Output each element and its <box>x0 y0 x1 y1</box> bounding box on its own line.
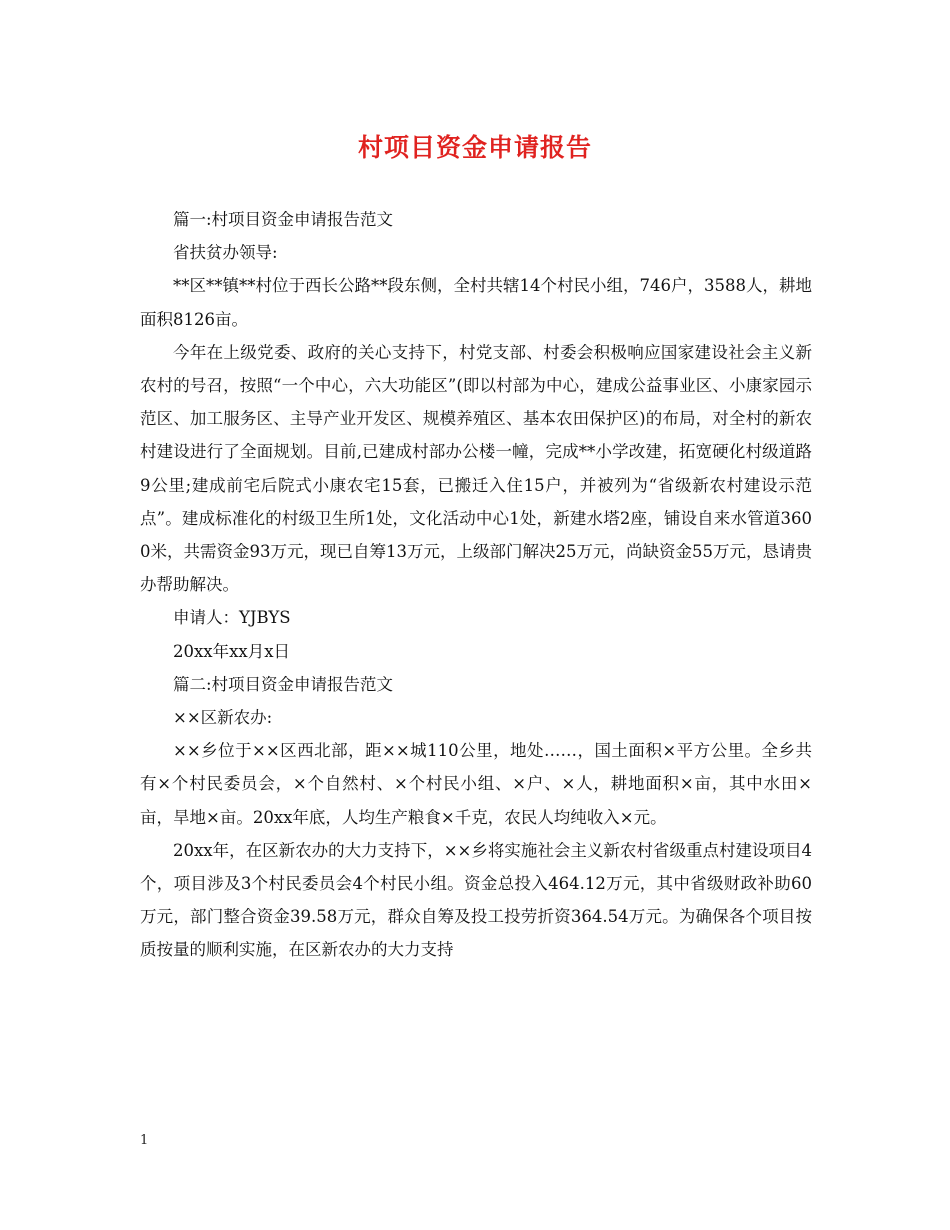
paragraph-project-funding: 20xx年，在区新农办的大力支持下，××乡将实施社会主义新农村省级重点村建设项目4个，项目涉及3个村民委员会4个村民小组。资金总投入464.12万元，其中省级财政补助60万元，部门整合资金39.58万元，群众自筹及投工投劳折资364.54万元。为确保各个项目按质按量的顺利实施，在区新农办的大力支持 <box>140 840 812 960</box>
paragraph-village-overview: **区**镇**村位于西长公路**段东侧，全村共辖14个村民小组，746户，3588人，耕地面积8126亩。 <box>140 276 812 329</box>
document-title: 村项目资金申请报告 <box>357 133 592 162</box>
document-body <box>140 203 812 967</box>
paragraph-applicant: 申请人：YJBYS <box>173 608 291 628</box>
paragraph-date: 20xx年xx月x日 <box>173 641 291 661</box>
paragraph-salutation-one: 省扶贫办领导: <box>173 243 278 263</box>
paragraph-part-one-heading: 篇一:村项目资金申请报告范文 <box>173 210 394 229</box>
page-number: 1 <box>140 1133 149 1148</box>
paragraph-construction-plan: 今年在上级党委、政府的关心支持下，村党支部、村委会积极响应国家建设社会主义新农村的号召，按照“一个中心，六大功能区”(即以村部为中心，建成公益事业区、小康家园示范区、加工服务区、主导产业开发区、规模养殖区、基本农田保护区)的布局，对全村的新农村建设进行了全面规划。目前,已建成村部办公楼一幢，完成**小学改建，拓宽硬化村级道路9公里;建成前宅后院式小康农宅15套，已搬迁入住15户，并被列为“省级新农村建设示范点”。建成标准化的村级卫生所1处，文化活动中心1处，新建水塔2座，铺设自来水管道3600米，共需资金93万元，现已自筹13万元，上级部门解决25万元，尚缺资金55万元，恳请贵办帮助解决。 <box>140 342 812 595</box>
paragraph-salutation-two: ××区新农办: <box>173 708 273 728</box>
paragraph-part-two-heading: 篇二:村项目资金申请报告范文 <box>173 674 394 694</box>
paragraph-township-overview: ××乡位于××区西北部，距××城110公里，地处……，国土面积×平方公里。全乡共有×个村民委员会，×个自然村、×个村民小组、×户、×人，耕地面积×亩，其中水田×亩，旱地×亩。20xx年底，人均生产粮食×千克，农民人均纯收入×元。 <box>140 741 812 827</box>
